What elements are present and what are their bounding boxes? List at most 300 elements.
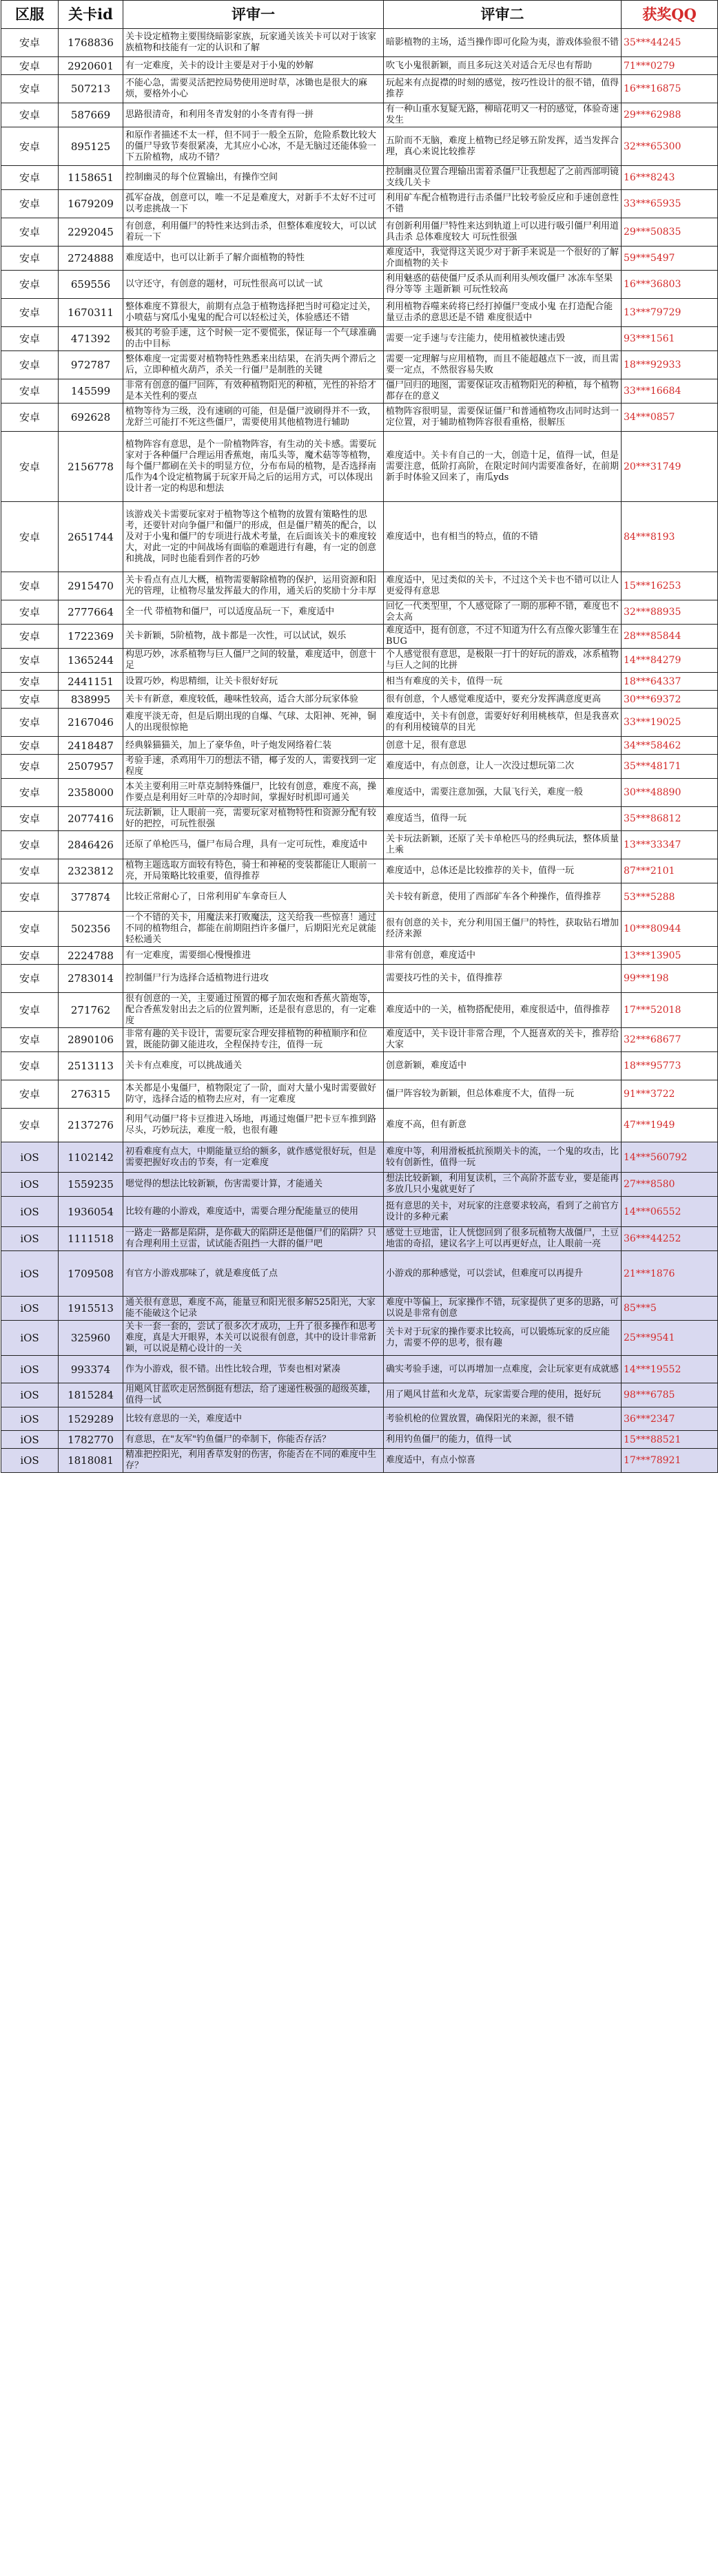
level-id-cell: 1670311 (59, 299, 123, 327)
table-row (1, 1297, 718, 1321)
winner-qq-cell: 34***58462 (622, 737, 718, 755)
review-two-cell: 有一种山重水复疑无路，柳暗花明又一村的感觉，体验奇速发生 (384, 103, 622, 127)
winner-qq-cell: 33***19025 (622, 709, 718, 737)
level-id-cell: 692628 (59, 404, 123, 432)
review-two-cell: 难度适中，有点小惊喜 (384, 1449, 622, 1473)
platform-cell: 安卓 (1, 404, 59, 432)
level-id-cell: 1709508 (59, 1251, 123, 1297)
platform-cell: 安卓 (1, 600, 59, 625)
table-row (1, 379, 718, 404)
winner-qq-cell: 17***52018 (622, 993, 718, 1028)
review-one-cell: 关卡一套一套的，尝试了很多次才成功，上升了很多操作和思考难度，真是大开眼界，本关可以说很有创意，其中的设计非常新颖，可以说是精心设计的一关 (123, 1321, 384, 1356)
winner-qq-cell: 98***6785 (622, 1383, 718, 1407)
winner-qq-cell: 59***5497 (622, 247, 718, 271)
review-one-cell: 难度适中，也可以让新手了解介面植物的特性 (123, 247, 384, 271)
table-row (1, 218, 718, 247)
review-two-cell: 难度适中，我觉得这关说少对于新手来说是一个很好的了解介面植物的关卡 (384, 247, 622, 271)
platform-cell: 安卓 (1, 103, 59, 127)
review-one-cell: 控制僵尸行为选择合适植物进行进攻 (123, 965, 384, 993)
winner-qq-cell: 16***36803 (622, 271, 718, 299)
review-one-cell: 控制幽灵的每个位置输出，有操作空间 (123, 166, 384, 190)
winner-qq-cell: 71***0279 (622, 57, 718, 75)
review-two-cell: 回忆一代类型里，个人感觉除了一期的那种不错，难度也不会太高 (384, 600, 622, 625)
review-two-cell: 难度适中，关卡设计非常合理，个人挺喜欢的关卡，推荐给大家 (384, 1028, 622, 1052)
review-one-cell: 本关都是小鬼僵尸，植物限定了一阶，面对大量小鬼时需要做好防守，选择合适的植物去应对，有一定难度 (123, 1080, 384, 1109)
level-id-cell: 2783014 (59, 965, 123, 993)
review-two-cell: 僵尸阵容较为新颖，但总体难度不大，值得一玩 (384, 1080, 622, 1109)
platform-cell: 安卓 (1, 432, 59, 502)
platform-cell: iOS (1, 1449, 59, 1473)
review-one-cell: 植物主题选取方面较有特色，骑士和神秘的变装都能让人眼前一亮，开局策略比较重要，值得推荐 (123, 859, 384, 883)
review-two-cell: 关卡对于玩家的操作要求比较高，可以锻炼玩家的反应能力，需要不停的思考，很有趣 (384, 1321, 622, 1356)
review-one-cell: 该游戏关卡需要玩家对于植物等这个植物的放置有策略性的思考，还要针对向争僵尸和僵尸的形成，但是僵尸精英的配合，以及对于小鬼和僵尸的专项进行战术考量，在后面该关卡的难度较大，对此一定的中间战场有面临的难题进行有趣，有一定的创意和挑战，同时也能看到作者的巧妙 (123, 502, 384, 572)
platform-cell: 安卓 (1, 1080, 59, 1109)
review-one-cell: 还原了单枪匹马，僵尸布局合理，具有一定可玩性，难度适中 (123, 831, 384, 859)
table-row (1, 755, 718, 779)
review-two-cell: 难度适中，挺有创意，不过不知道为什么有点像火影雏生在BUG (384, 625, 622, 649)
review-two-cell: 很有创意的关卡，充分利用国王僵尸的特性，获取钻石增加经济来源 (384, 912, 622, 947)
platform-cell: 安卓 (1, 755, 59, 779)
table-row (1, 1449, 718, 1473)
level-id-cell: 1936054 (59, 1197, 123, 1227)
review-two-cell: 想法比较新颖，利用复读机，三个高阶芥蓝专业，要是能再多放几只小鬼就更好了 (384, 1173, 622, 1197)
platform-cell: 安卓 (1, 737, 59, 755)
review-one-cell: 设置巧妙，构思精细，让关卡很好好玩 (123, 673, 384, 691)
platform-cell: 安卓 (1, 57, 59, 75)
winner-qq-cell: 18***95773 (622, 1052, 718, 1080)
platform-cell: iOS (1, 1173, 59, 1197)
review-one-cell: 关卡有新意，难度较低，趣味性较高，适合大部分玩家体验 (123, 691, 384, 709)
review-one-cell: 嗯觉得的想法比较新颖，伤害需要计算，才能通关 (123, 1173, 384, 1197)
platform-cell: 安卓 (1, 351, 59, 379)
winner-qq-cell: 14***84279 (622, 649, 718, 673)
level-id-cell: 1559235 (59, 1173, 123, 1197)
table-row (1, 965, 718, 993)
winner-qq-cell: 99***198 (622, 965, 718, 993)
review-two-cell: 难度适中，总体还是比较推荐的关卡，值得一玩 (384, 859, 622, 883)
level-id-cell: 2513113 (59, 1052, 123, 1080)
review-one-cell: 经典躲猫猫关，加上了豪华鱼，叶子炮发网络着仁装 (123, 737, 384, 755)
winner-qq-cell: 13***33347 (622, 831, 718, 859)
level-id-cell: 2137276 (59, 1109, 123, 1142)
review-two-cell: 难度适中，需要注意加强，大鼠飞行关，难度一般 (384, 779, 622, 807)
winner-qq-cell: 84***8193 (622, 502, 718, 572)
review-one-cell: 整体难度不算很大，前期有点急于植物选择把当时可稳定过关，小喷菇与窝瓜小鬼鬼的配合可以轻松过关，体验感还不错 (123, 299, 384, 327)
level-id-cell: 2358000 (59, 779, 123, 807)
table-row (1, 502, 718, 572)
winner-qq-cell: 21***1876 (622, 1251, 718, 1297)
winner-qq-cell: 35***48171 (622, 755, 718, 779)
review-one-cell: 有官方小游戏那味了，就是难度低了点 (123, 1251, 384, 1297)
platform-cell: 安卓 (1, 859, 59, 883)
table-row (1, 600, 718, 625)
winner-qq-cell: 32***65300 (622, 127, 718, 166)
platform-cell: 安卓 (1, 831, 59, 859)
table-row (1, 1251, 718, 1297)
review-two-cell: 利用钓鱼僵尸的能力，值得一试 (384, 1431, 622, 1449)
table-row (1, 947, 718, 965)
table-row (1, 1356, 718, 1383)
review-two-cell: 小游戏的那种感觉，可以尝试，但难度可以再提升 (384, 1251, 622, 1297)
level-id-cell: 2920601 (59, 57, 123, 75)
review-two-cell: 个人感觉很有意思，是极限一打十的好玩的游戏，冰系植物与巨人之间的比拼 (384, 649, 622, 673)
table-row (1, 1080, 718, 1109)
review-one-cell: 本关主要利用三叶草克制特殊僵尸，比较有创意，难度不高，操作要点是利用好三叶草的冷却时间，掌握好时机即可通关 (123, 779, 384, 807)
table-body (1, 29, 718, 1473)
platform-cell: 安卓 (1, 965, 59, 993)
review-two-cell: 难度适当，值得一玩 (384, 807, 622, 831)
review-one-cell: 有一定难度，关卡的设计主要是对于小鬼的妙解 (123, 57, 384, 75)
review-two-cell: 难度适中，也有相当的特点，值的不错 (384, 502, 622, 572)
winner-qq-cell: 18***64337 (622, 673, 718, 691)
platform-cell: 安卓 (1, 127, 59, 166)
level-id-cell: 659556 (59, 271, 123, 299)
platform-cell: 安卓 (1, 502, 59, 572)
table-row (1, 1407, 718, 1431)
platform-cell: 安卓 (1, 993, 59, 1028)
review-two-cell: 确实考验手速，可以再增加一点难度，会让玩家更有成就感 (384, 1356, 622, 1383)
table-row (1, 432, 718, 502)
review-two-cell: 暗影植物的主场，适当操作即可化险为夷，游戏体验很不错 (384, 29, 622, 57)
review-one-cell: 关卡看点有点儿大概，植物需要解除植物的保护，运用资源和阳光的管理，让植物尽量发挥最大的作用，通关后的奖励十分丰厚 (123, 572, 384, 600)
winner-qq-cell: 32***68677 (622, 1028, 718, 1052)
table-row (1, 737, 718, 755)
winner-qq-cell: 53***5288 (622, 883, 718, 912)
review-two-cell: 创意十足，很有意思 (384, 737, 622, 755)
header-platform: 区服 (1, 1, 59, 29)
winner-qq-cell: 28***85844 (622, 625, 718, 649)
review-two-cell: 相当有难度的关卡，值得一玩 (384, 673, 622, 691)
platform-cell: 安卓 (1, 709, 59, 737)
table-row (1, 29, 718, 57)
level-id-cell: 1818081 (59, 1449, 123, 1473)
review-two-cell: 玩起来有点捉襟的时刻的感觉，按巧性设计的很不错，值得推荐 (384, 75, 622, 103)
level-id-cell: 1158651 (59, 166, 123, 190)
winner-qq-cell: 47***1949 (622, 1109, 718, 1142)
review-two-cell: 难度不高，但有新意 (384, 1109, 622, 1142)
review-two-cell: 需要一定理解与应用植物，而且不能超越点下一波，而且需要一定点，不然很容易失败 (384, 351, 622, 379)
winner-qq-cell: 35***86812 (622, 807, 718, 831)
table-row (1, 327, 718, 351)
level-id-cell: 1782770 (59, 1431, 123, 1449)
review-one-cell: 关卡新颖，5阶植物，战卡都是一次性，可以试试，娱乐 (123, 625, 384, 649)
platform-cell: 安卓 (1, 1028, 59, 1052)
level-id-cell: 276315 (59, 1080, 123, 1109)
review-two-cell: 利用矿车配合植物进行击杀僵尸比较考验反应和手速创意性不错 (384, 190, 622, 218)
review-one-cell: 玩法新颖，让人眼前一亮，需要玩家对植物特性和资源分配有较好的把控，可玩性很强 (123, 807, 384, 831)
review-two-cell: 五阶而不无脑，难度上植物已经足够五阶发挥，适当发挥合理，真心来说比较推荐 (384, 127, 622, 166)
level-id-cell: 2224788 (59, 947, 123, 965)
table-row (1, 75, 718, 103)
review-one-cell: 用飓风甘蓝吹走居然倒挺有想法，给了速递性极强的超级英雄，值得一试 (123, 1383, 384, 1407)
winner-qq-cell: 25***9541 (622, 1321, 718, 1356)
winner-qq-cell: 13***79729 (622, 299, 718, 327)
level-id-cell: 2077416 (59, 807, 123, 831)
platform-cell: 安卓 (1, 218, 59, 247)
review-one-cell: 有创意，利用僵尸的特性来达到击杀，但整体难度较大，可以试着玩一下 (123, 218, 384, 247)
level-id-cell: 271762 (59, 993, 123, 1028)
platform-cell: iOS (1, 1431, 59, 1449)
review-one-cell: 考验手速，杀鸡用牛刀的想法不错，椰子发的人，需要找到一定程度 (123, 755, 384, 779)
table-row (1, 1227, 718, 1251)
level-id-cell: 1679209 (59, 190, 123, 218)
review-one-cell: 关卡设定植物主要围绕暗影家族，玩家通关该关卡可以对于该家族植物和技能有一定的认识和了解 (123, 29, 384, 57)
table-row (1, 1321, 718, 1356)
review-two-cell: 利用魅惑的菇使僵尸反杀从而利用头颅攻僵尸 冰冻车坚果得分等等 主题新颖 可玩性较高 (384, 271, 622, 299)
platform-cell: 安卓 (1, 327, 59, 351)
winner-qq-cell: 34***0857 (622, 404, 718, 432)
level-id-cell: 1722369 (59, 625, 123, 649)
review-one-cell: 一个不错的关卡，用魔法来打败魔法，这关给我一些惊喜！通过不同的植物组合，都能在前期阻挡许多僵尸，后期阳光充足就能轻松通关 (123, 912, 384, 947)
platform-cell: 安卓 (1, 912, 59, 947)
platform-cell: 安卓 (1, 691, 59, 709)
level-id-cell: 471392 (59, 327, 123, 351)
table-row (1, 1142, 718, 1173)
table-row (1, 883, 718, 912)
winner-qq-cell: 30***48890 (622, 779, 718, 807)
platform-cell: 安卓 (1, 807, 59, 831)
review-one-cell: 全一代 带植物和僵尸，可以适度品玩一下，难度适中 (123, 600, 384, 625)
platform-cell: 安卓 (1, 271, 59, 299)
level-id-cell: 1915513 (59, 1297, 123, 1321)
platform-cell: iOS (1, 1297, 59, 1321)
review-two-cell: 用了飓风甘蓝和火龙草，玩家需要合理的使用，挺好玩 (384, 1383, 622, 1407)
review-two-cell: 需要一定手速与专注能力，使用植被快速击毁 (384, 327, 622, 351)
table-row (1, 247, 718, 271)
level-id-cell: 1529289 (59, 1407, 123, 1431)
header-row (1, 1, 718, 29)
review-one-cell: 思路很清奇，和利用冬青发射的小冬青有得一拼 (123, 103, 384, 127)
table-row (1, 709, 718, 737)
review-one-cell: 极其的考验手速，这个时候一定不要慌张，保证每一个气球准确的击中目标 (123, 327, 384, 351)
review-two-cell: 控制幽灵位置合理输出需着杀僵尸让我想起了之前西部明镜支线几关卡 (384, 166, 622, 190)
level-id-cell: 993374 (59, 1356, 123, 1383)
table-row (1, 649, 718, 673)
review-two-cell: 需要技巧性的关卡，值得推荐 (384, 965, 622, 993)
winner-qq-cell: 93***1561 (622, 327, 718, 351)
level-id-cell: 2915470 (59, 572, 123, 600)
platform-cell: 安卓 (1, 947, 59, 965)
level-id-cell: 587669 (59, 103, 123, 127)
platform-cell: 安卓 (1, 1109, 59, 1142)
review-two-cell: 关卡玩法新颖，还原了关卡单枪匹马的经典玩法，整体质量上乘 (384, 831, 622, 859)
table-row (1, 993, 718, 1028)
level-id-cell: 2724888 (59, 247, 123, 271)
winner-qq-cell: 35***44245 (622, 29, 718, 57)
winner-qq-cell: 29***50835 (622, 218, 718, 247)
winner-qq-cell: 36***44252 (622, 1227, 718, 1251)
table-row (1, 691, 718, 709)
platform-cell: 安卓 (1, 29, 59, 57)
level-id-cell: 502356 (59, 912, 123, 947)
table-row (1, 57, 718, 75)
winner-qq-cell: 18***92933 (622, 351, 718, 379)
table-row (1, 1431, 718, 1449)
level-id-cell: 2846426 (59, 831, 123, 859)
winner-qq-cell: 13***13905 (622, 947, 718, 965)
level-id-cell: 972787 (59, 351, 123, 379)
review-one-cell: 比较有趣的小游戏，难度适中，需要合理分配能量豆的使用 (123, 1197, 384, 1227)
winner-qq-cell: 27***8580 (622, 1173, 718, 1197)
platform-cell: iOS (1, 1251, 59, 1297)
review-one-cell: 非常有趣的关卡设计，需要玩家合理安排植物的种植顺序和位置，既能防御又能进攻，全程保持专注，值得一玩 (123, 1028, 384, 1052)
review-two-cell: 难度适中，有点创意，让人一次没过想玩第二次 (384, 755, 622, 779)
winner-qq-cell: 14***19552 (622, 1356, 718, 1383)
table-row (1, 1383, 718, 1407)
review-two-cell: 创意新颖，难度适中 (384, 1052, 622, 1080)
platform-cell: iOS (1, 1142, 59, 1173)
review-two-cell: 难度中等偏上，玩家操作不错，玩家提供了更多的思路，可以说是非常有创意 (384, 1297, 622, 1321)
table-row (1, 271, 718, 299)
table-row (1, 351, 718, 379)
review-one-cell: 作为小游戏，很不错。出性比较合理，节奏也相对紧凑 (123, 1356, 384, 1383)
platform-cell: 安卓 (1, 779, 59, 807)
winner-qq-cell: 33***65935 (622, 190, 718, 218)
platform-cell: iOS (1, 1197, 59, 1227)
review-one-cell: 和原作者描述不太一样，但不同于一般全五阶，危险系数比较大的僵尸导致节奏很紧凑，尤其应小心冰，不是无脑过还能体验一下五阶植物，成功不错？ (123, 127, 384, 166)
review-two-cell: 利用植物吞噬来砖将已经打掉僵尸变成小鬼 在打造配合能量豆击杀的意思还是不错 难度很适中 (384, 299, 622, 327)
platform-cell: 安卓 (1, 379, 59, 404)
platform-cell: 安卓 (1, 1052, 59, 1080)
platform-cell: 安卓 (1, 572, 59, 600)
platform-cell: 安卓 (1, 247, 59, 271)
platform-cell: 安卓 (1, 166, 59, 190)
review-one-cell: 植物等待为三级，没有速刷的可能，但是僵尸波刷得并不一致，龙舒兰可能打不死这些僵尸，需要使用其他植物进行辅助 (123, 404, 384, 432)
level-id-cell: 2323812 (59, 859, 123, 883)
winner-qq-cell: 16***8243 (622, 166, 718, 190)
review-two-cell: 很有创意，个人感觉难度适中，要充分发挥满意度更高 (384, 691, 622, 709)
level-id-cell: 2651744 (59, 502, 123, 572)
platform-cell: 安卓 (1, 673, 59, 691)
header-winner-qq: 获奖QQ (622, 1, 718, 29)
table-row (1, 807, 718, 831)
table-row (1, 190, 718, 218)
review-two-cell: 僵尸回归的地图，需要保证攻击植物阳光的种植，每个植物都存在的意义 (384, 379, 622, 404)
winner-qq-cell: 30***69372 (622, 691, 718, 709)
table-row (1, 779, 718, 807)
winner-qq-cell: 20***31749 (622, 432, 718, 502)
table-row (1, 103, 718, 127)
table-row (1, 859, 718, 883)
review-one-cell: 比较有意思的一关，难度适中 (123, 1407, 384, 1431)
review-one-cell: 以守还守，有创意的题材，可玩性很高可以试一试 (123, 271, 384, 299)
review-two-cell: 难度适中，见过类似的关卡，不过这个关卡也不错可以让人更爱得有意思 (384, 572, 622, 600)
table-row (1, 572, 718, 600)
level-id-cell: 2167046 (59, 709, 123, 737)
review-two-cell: 难度适中，关卡有创意，需要好好利用桃核草，但是我喜欢的有利用棱镜草的目光 (384, 709, 622, 737)
level-id-cell: 1768836 (59, 29, 123, 57)
review-two-cell: 考验机枪的位置放置，确保阳光的来源，很不错 (384, 1407, 622, 1431)
winner-qq-cell: 87***2101 (622, 859, 718, 883)
review-one-cell: 比较正常耐心了，日常利用矿车拿奇巨人 (123, 883, 384, 912)
winner-qq-cell: 36***2347 (622, 1407, 718, 1431)
review-one-cell: 一路走一路都是陷阱，是你截大的陷阱还是他僵尸们的陷阱？只有合理利用土豆雷，试试能否阻挡一大群的僵尸吧 (123, 1227, 384, 1251)
table-row (1, 166, 718, 190)
level-id-cell: 377874 (59, 883, 123, 912)
table-row (1, 1052, 718, 1080)
platform-cell: 安卓 (1, 625, 59, 649)
winner-qq-cell: 17***78921 (622, 1449, 718, 1473)
review-one-cell: 通关很有意思，难度不高，能量豆和阳光很多解525阳光，大家能不能破这个记录 (123, 1297, 384, 1321)
platform-cell: 安卓 (1, 75, 59, 103)
level-id-cell: 838995 (59, 691, 123, 709)
review-two-cell: 挺有意思的关卡，对玩家的注意要求较高，看到了之前官方设计的多种元素 (384, 1197, 622, 1227)
level-id-cell: 2507957 (59, 755, 123, 779)
winner-qq-cell: 14***06552 (622, 1197, 718, 1227)
level-id-cell: 325960 (59, 1321, 123, 1356)
review-table (1, 0, 718, 1473)
review-two-cell: 植物阵容很明显，需要保证僵尸和普通植物攻击同时达到一定位置，对于辅助植物阵容很看重格，很解压 (384, 404, 622, 432)
level-id-cell: 1111518 (59, 1227, 123, 1251)
header-review-two: 评审二 (384, 1, 622, 29)
level-id-cell: 2156778 (59, 432, 123, 502)
table-row (1, 625, 718, 649)
level-id-cell: 507213 (59, 75, 123, 103)
review-one-cell: 构思巧妙，冰系植物与巨人僵尸之间的较量，难度适中，创意十足 (123, 649, 384, 673)
review-one-cell: 有一定难度，需要细心慢慢推进 (123, 947, 384, 965)
level-id-cell: 895125 (59, 127, 123, 166)
table-row (1, 1109, 718, 1142)
platform-cell: iOS (1, 1407, 59, 1431)
review-one-cell: 精准把控阳光，利用香草发射的伤害，你能否在不同的难度中生存？ (123, 1449, 384, 1473)
review-one-cell: 难度平淡无奇，但是后期出现的自爆、气球、太阳神、死神，铜人的出现很惊艳 (123, 709, 384, 737)
winner-qq-cell: 14***560792 (622, 1142, 718, 1173)
review-one-cell: 植物阵容有意思，是个一阶植物阵容，有生动的关卡感。需要玩家对于各种僵尸合理运用香蕉炮，南瓜头等，魔术菇等等植物，每个僵尸都刷在关卡的明显方位，分布布局的植物，是否选择南瓜作为4个设定植物属于玩家开局之后的运用方式，可以体现出设计者一定的构思和想法 (123, 432, 384, 502)
winner-qq-cell: 91***3722 (622, 1080, 718, 1109)
review-two-cell: 难度适中。关卡有自己的一大，创造十足，值得一试，但是需要注意，低阶打高阶，在限定时间内需要准备好，在前期新手时体验又回来了，南瓜yds (384, 432, 622, 502)
header-review-one: 评审一 (123, 1, 384, 29)
table-row (1, 1197, 718, 1227)
level-id-cell: 2441151 (59, 673, 123, 691)
review-two-cell: 关卡较有新意，使用了西部矿车各个种操作，值得推荐 (384, 883, 622, 912)
platform-cell: iOS (1, 1383, 59, 1407)
table-row (1, 299, 718, 327)
table-row (1, 1028, 718, 1052)
review-one-cell: 关卡有点难度，可以挑战通关 (123, 1052, 384, 1080)
review-one-cell: 有意思，在"友军"钓鱼僵尸的牵制下，你能否存活？ (123, 1431, 384, 1449)
level-id-cell: 2418487 (59, 737, 123, 755)
table-row (1, 831, 718, 859)
winner-qq-cell: 15***88521 (622, 1431, 718, 1449)
table-row (1, 1173, 718, 1197)
level-id-cell: 2292045 (59, 218, 123, 247)
review-two-cell: 难度中等，利用滑板抵抗预期关卡的流，一个鬼的攻击，比较有创新性，值得一玩 (384, 1142, 622, 1173)
review-two-cell: 难度适中的一关，植物搭配使用，难度很适中，值得推荐 (384, 993, 622, 1028)
level-id-cell: 2777664 (59, 600, 123, 625)
review-one-cell: 非常有创意的僵尸回阵，有效种植物阳光的种植，光性的补给才是本关性利的要点 (123, 379, 384, 404)
review-one-cell: 整体难度一定需要对植物特性熟悉来出结果，在消失两个滞后之后，立即种植火葫芦，杀关一行僵尸是制胜的关键 (123, 351, 384, 379)
winner-qq-cell: 33***16684 (622, 379, 718, 404)
platform-cell: iOS (1, 1356, 59, 1383)
level-id-cell: 1815284 (59, 1383, 123, 1407)
winner-qq-cell: 10***80944 (622, 912, 718, 947)
level-id-cell: 2890106 (59, 1028, 123, 1052)
review-two-cell: 非常有创意，难度适中 (384, 947, 622, 965)
winner-qq-cell: 85***5 (622, 1297, 718, 1321)
winner-qq-cell: 32***88935 (622, 600, 718, 625)
review-two-cell: 感觉土豆地雷，让人恍惚回到了很多玩植物大战僵尸，土豆地雷的奇招，建议名字上可以再更好点，让人眼前一亮 (384, 1227, 622, 1251)
review-two-cell: 有创新利用僵尸特性来达到轨道上可以进行吸引僵尸利用道具击杀 总体难度较大 可玩性很强 (384, 218, 622, 247)
level-id-cell: 1365244 (59, 649, 123, 673)
platform-cell: 安卓 (1, 190, 59, 218)
platform-cell: iOS (1, 1227, 59, 1251)
platform-cell: 安卓 (1, 649, 59, 673)
level-id-cell: 145599 (59, 379, 123, 404)
table-row (1, 404, 718, 432)
platform-cell: 安卓 (1, 883, 59, 912)
platform-cell: 安卓 (1, 299, 59, 327)
platform-cell: iOS (1, 1321, 59, 1356)
